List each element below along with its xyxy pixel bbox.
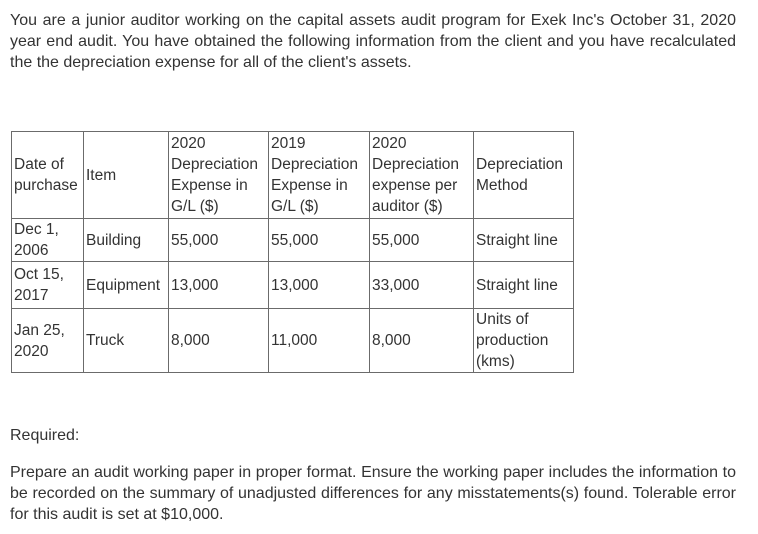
cell-gl-2020: 8,000 xyxy=(169,309,269,373)
cell-gl-2019: 11,000 xyxy=(269,309,370,373)
cell-date: Dec 1, 2006 xyxy=(12,219,84,262)
cell-auditor-2020: 33,000 xyxy=(370,262,474,309)
cell-auditor-2020: 55,000 xyxy=(370,219,474,262)
cell-item: Building xyxy=(84,219,169,262)
cell-gl-2020: 13,000 xyxy=(169,262,269,309)
header-item: Item xyxy=(84,132,169,219)
cell-method: Units of production (kms) xyxy=(474,309,574,373)
cell-gl-2020: 55,000 xyxy=(169,219,269,262)
header-depreciation-method: Depreciation Method xyxy=(474,132,574,219)
table-row xyxy=(12,309,574,373)
cell-date: Oct 15, 2017 xyxy=(12,262,84,309)
table-row xyxy=(12,262,574,309)
cell-date: Jan 25, 2020 xyxy=(12,309,84,373)
cell-item: Truck xyxy=(84,309,169,373)
cell-method: Straight line xyxy=(474,219,574,262)
cell-auditor-2020: 8,000 xyxy=(370,309,474,373)
cell-gl-2019: 55,000 xyxy=(269,219,370,262)
table-row xyxy=(12,219,574,262)
cell-item: Equipment xyxy=(84,262,169,309)
cell-gl-2019: 13,000 xyxy=(269,262,370,309)
header-2020-depreciation-auditor: 2020 Depreciation expense per auditor ($) xyxy=(370,132,474,219)
instructions-paragraph: Prepare an audit working paper in proper format. Ensure the working paper includes the information to be recorded on the summary of unadjusted differences for any misstatements(s) found. Tolerable error for this audit is set at $10,000. xyxy=(10,464,736,523)
header-date-of-purchase: Date of purchase xyxy=(12,132,84,219)
cell-method: Straight line xyxy=(474,262,574,309)
document-page xyxy=(10,10,736,523)
depreciation-table xyxy=(11,131,574,373)
table-header-row xyxy=(12,132,574,219)
intro-paragraph: You are a junior auditor working on the capital assets audit program for Exek Inc's October 31, 2020 year end audit. You have obtained the following information from the client and you have recalculated the the depreciation expense for all of the client's assets. xyxy=(10,12,736,71)
required-heading: Required: xyxy=(10,427,80,444)
header-2019-depreciation-gl: 2019 Depreciation Expense in G/L ($) xyxy=(269,132,370,219)
header-2020-depreciation-gl: 2020 Depreciation Expense in G/L ($) xyxy=(169,132,269,219)
